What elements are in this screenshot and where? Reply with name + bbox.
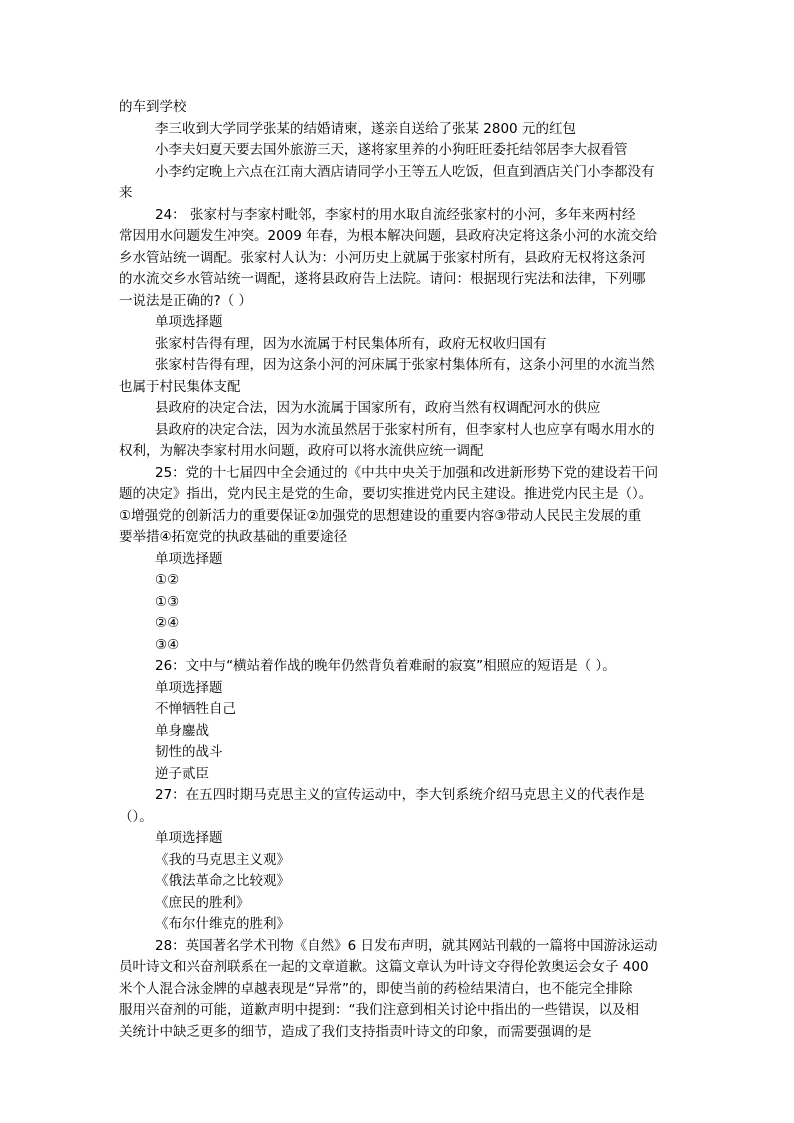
text-line: 常因用水问题发生冲突。2009 年春，为根本解决问题，县政府决定将这条小河的水流交给	[119, 228, 658, 244]
text-line: 的水流交乡水管站统一调配，遂将县政府告上法院。请问：根据现行宪法和法律，下列哪	[119, 271, 646, 287]
text-line: 小李约定晚上六点在江南大酒店请同学小王等五人吃饭，但直到酒店关门小李都没有	[155, 163, 655, 180]
text-line: 张家村告得有理，因为这条小河的河床属于张家村集体所有，这条小河里的水流当然	[155, 357, 655, 373]
text-line: 要举措④拓宽党的执政基础的重要途径	[119, 529, 348, 545]
text-line: ①②	[155, 572, 180, 588]
text-line: 来	[119, 185, 133, 201]
text-line: 单项选择题	[155, 550, 223, 567]
text-line: 乡水管站统一调配。张家村人认为：小河历史上就属于张家村所有，县政府无权将这条河	[119, 249, 646, 266]
document-body	[119, 97, 677, 1043]
text-line: ①③	[155, 593, 180, 610]
text-line: 不惮牺牲自己	[155, 701, 236, 717]
text-line: 李三收到大学同学张某的结婚请柬，遂亲自送给了张某 2800 元的红包	[155, 120, 576, 137]
text-line: 的车到学校	[119, 99, 187, 115]
text-line: 单项选择题	[155, 314, 223, 330]
text-line: 单项选择题	[155, 830, 223, 846]
text-line: 26：文中与“横站着作战的晚年仍然背负着难耐的寂寞”相照应的短语是（ ）。	[155, 658, 616, 674]
text-line: 县政府的决定合法，因为水流虽然居于张家村所有，但李家村人也应享有喝水用水的	[155, 421, 655, 438]
text-line: 逆子贰臣	[155, 765, 209, 782]
text-line: 单项选择题	[155, 679, 223, 696]
text-line: 也属于村民集体支配	[119, 378, 241, 395]
text-line: 题的决定》指出，党内民主是党的生命，要切实推进党内民主建设。推进党内民主是（）。	[119, 486, 653, 502]
text-line: 县政府的决定合法，因为水流属于国家所有，政府当然有权调配河水的供应	[155, 400, 601, 416]
text-line: 服用兴奋剂的可能，道歉声明中提到：“我们注意到相关讨论中指出的一些错误，以及相	[119, 1002, 639, 1018]
text-line: 小李夫妇夏天要去国外旅游三天，遂将家里养的小狗旺旺委托结邻居李大叔看管	[155, 142, 628, 158]
text-line: 米个人混合泳金牌的卓越表现是“异常”的，即使当前的药检结果清白，也不能完全排除	[119, 980, 633, 997]
text-line: 《我的马克思主义观》	[155, 851, 290, 868]
text-line: 25：党的十七届四中全会通过的《中共中央关于加强和改进新形势下党的建设若干问	[155, 464, 659, 481]
text-line: 关统计中缺乏更多的细节，造成了我们支持指责叶诗文的印象，而需要强调的是	[119, 1023, 592, 1040]
text-line: 《俄法革命之比较观》	[155, 873, 290, 889]
text-line: 权利，为解决李家村用水问题，政府可以将水流供应统一调配	[119, 443, 484, 459]
text-line: 韧性的战斗	[155, 744, 223, 760]
text-line: 28：英国著名学术刊物《自然》6 日发布声明，就其网站刊载的一篇将中国游泳运动	[155, 937, 658, 954]
text-line: 24： 张家村与李家村毗邻，李家村的用水取自流经张家村的小河，多年来两村经	[155, 206, 636, 223]
text-line: 《庶民的胜利》	[155, 894, 250, 911]
text-line: （）。	[119, 808, 153, 825]
text-line: 张家村告得有理，因为水流属于村民集体所有，政府无权收归国有	[155, 335, 547, 352]
text-line: ①增强党的创新活力的重要保证②加强党的思想建设的重要内容③带动人民民主发展的重	[119, 507, 642, 524]
text-line: 27：在五四时期马克思主义的宣传运动中，李大钊系统介绍马克思主义的代表作是	[155, 787, 645, 803]
text-line: 单身鏖战	[155, 722, 209, 739]
text-line: 员叶诗文和兴奋剂联系在一起的文章道歉。这篇文章认为叶诗文夺得伦敦奥运会女子 400	[119, 959, 649, 975]
text-line: ③④	[155, 636, 180, 653]
text-line: 一说法是正确的?（ ）	[119, 292, 252, 309]
text-line: 《布尔什维克的胜利》	[155, 916, 290, 932]
text-line: ②④	[155, 615, 180, 631]
